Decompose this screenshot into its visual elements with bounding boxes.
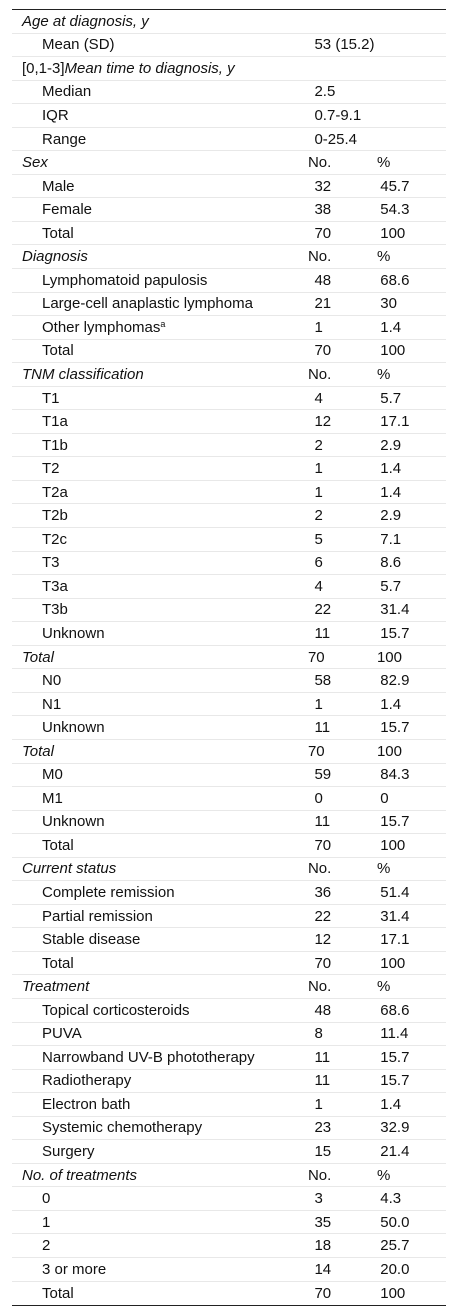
row-value-count: 70 xyxy=(314,954,332,972)
row-label xyxy=(12,248,308,265)
row-label-text: T2 xyxy=(42,460,60,478)
row-label xyxy=(12,790,314,807)
row-label-text: Topical corticosteroids xyxy=(42,1001,190,1019)
row-label-text: Radiotherapy xyxy=(42,1072,132,1090)
row-label-text: Male xyxy=(42,177,75,195)
table-row xyxy=(12,293,446,317)
row-value-count: 11 xyxy=(314,1048,331,1066)
row-label-text: No. of treatments xyxy=(22,1166,138,1184)
row-label xyxy=(12,1072,314,1089)
footnote-marker: a xyxy=(160,318,166,329)
row-label xyxy=(12,1261,314,1278)
row-label-text: IQR xyxy=(42,106,69,124)
row-value-count: 22 xyxy=(314,907,332,925)
row-label xyxy=(12,1049,314,1066)
row-label-text: Complete remission xyxy=(42,884,175,901)
table-section-header xyxy=(12,975,446,999)
table-row xyxy=(12,504,446,528)
row-label xyxy=(12,60,308,77)
row-label xyxy=(12,342,314,359)
row-value-count: 36 xyxy=(314,884,332,901)
table-row xyxy=(12,787,446,811)
row-label-text: Diagnosis xyxy=(22,248,88,266)
row-value-count: 1 xyxy=(314,318,323,336)
row-label xyxy=(12,13,308,30)
table-row xyxy=(12,222,446,246)
row-label xyxy=(12,860,308,877)
row-label xyxy=(12,601,314,618)
row-value-percent: 51.4 xyxy=(380,884,410,901)
row-value-percent: 2.9 xyxy=(380,436,402,454)
row-label-text: Total xyxy=(42,224,74,242)
row-value-count: No. xyxy=(307,248,332,266)
row-label xyxy=(12,743,308,760)
row-label xyxy=(12,1237,314,1254)
table-row xyxy=(12,1093,446,1117)
row-label xyxy=(12,272,314,289)
row-label-text: 1 xyxy=(42,1213,51,1231)
row-value-percent: 100 xyxy=(380,342,406,360)
row-value-count: 6 xyxy=(314,554,323,572)
row-value-percent: 1.4 xyxy=(380,483,402,501)
row-label-text: Age at diagnosis, y xyxy=(22,12,149,30)
row-label xyxy=(12,36,314,53)
row-label xyxy=(12,672,314,689)
row-label xyxy=(12,1025,314,1042)
row-value-percent: 21.4 xyxy=(380,1143,410,1161)
row-label-text: Total xyxy=(22,648,54,666)
row-value-percent: % xyxy=(376,365,391,383)
table-row xyxy=(12,905,446,929)
row-value-percent: 15.7 xyxy=(380,1072,410,1090)
row-value-percent: 15.7 xyxy=(380,719,410,737)
row-label-text: Total xyxy=(22,742,54,760)
row-label-text: N0 xyxy=(42,672,62,690)
row-value-percent: 1.4 xyxy=(380,318,402,336)
row-label-text: Electron bath xyxy=(42,1095,131,1113)
row-label-text: T1a xyxy=(42,413,68,431)
row-value-count: No. xyxy=(307,978,332,996)
row-value-count: 32 xyxy=(314,177,332,195)
row-label xyxy=(12,649,308,666)
row-value-count: 0-25.4 xyxy=(314,130,358,148)
row-value-count: 2 xyxy=(314,436,323,454)
row-value-percent: 1.4 xyxy=(380,460,402,478)
row-value-count: 12 xyxy=(314,413,332,431)
table-row xyxy=(12,952,446,976)
row-value-count: 14 xyxy=(314,1260,332,1278)
row-value-percent: 17.1 xyxy=(380,413,410,431)
row-value-percent: 100 xyxy=(380,224,406,242)
row-label xyxy=(12,884,314,901)
table-row xyxy=(12,481,446,505)
table-row xyxy=(12,128,446,152)
row-value-percent: 8.6 xyxy=(380,554,402,572)
row-label-text: M0 xyxy=(42,766,63,784)
table-section-header xyxy=(12,1164,446,1188)
row-value-count: 0.7-9.1 xyxy=(314,106,362,124)
row-value-count: No. xyxy=(307,1166,332,1184)
row-label-text: Narrowband UV-B phototherapy xyxy=(42,1048,255,1066)
row-value-count: 70 xyxy=(307,742,325,760)
table-section-header xyxy=(12,10,446,34)
row-label-text: Other lymphomas xyxy=(42,318,161,336)
row-label xyxy=(12,719,314,736)
row-label-text: T2a xyxy=(42,483,68,501)
row-label-text: PUVA xyxy=(42,1025,82,1043)
row-label xyxy=(12,554,314,571)
row-value-count: 21 xyxy=(314,295,332,313)
row-label-text: T2c xyxy=(42,530,68,548)
table-section-header xyxy=(12,57,446,81)
table-row xyxy=(12,1117,446,1141)
row-label-text: T3 xyxy=(42,554,60,572)
table-row xyxy=(12,693,446,717)
row-value-count: 53 (15.2) xyxy=(314,36,375,54)
table-row xyxy=(12,316,446,340)
row-value-count: 2.5 xyxy=(314,83,336,101)
row-label xyxy=(12,1119,314,1136)
table-section-header xyxy=(12,740,446,764)
row-value-percent: 100 xyxy=(376,648,402,666)
row-label xyxy=(12,460,314,477)
row-value-count: 70 xyxy=(314,342,332,360)
table-row xyxy=(12,457,446,481)
row-value-count: 4 xyxy=(314,577,323,595)
row-value-percent: 15.7 xyxy=(380,624,410,642)
row-value-count: 1 xyxy=(314,460,323,478)
table-row xyxy=(12,669,446,693)
row-label xyxy=(12,366,308,383)
row-label xyxy=(12,390,314,407)
row-value-count: 70 xyxy=(307,648,325,666)
table-row xyxy=(12,340,446,364)
row-value-count: 48 xyxy=(314,1001,332,1019)
row-label xyxy=(12,931,314,948)
row-value-percent: 7.1 xyxy=(380,530,402,548)
row-label xyxy=(12,1167,308,1184)
row-value-percent: 54.3 xyxy=(380,201,410,219)
row-label-text: Large-cell anaplastic lymphoma xyxy=(42,295,253,313)
row-label-text: Sex xyxy=(22,154,48,172)
table-row xyxy=(12,1187,446,1211)
row-label-text: Treatment xyxy=(22,978,90,996)
row-value-percent: 15.7 xyxy=(380,1048,410,1066)
row-label xyxy=(12,295,314,312)
row-label-prefix: [0,1-3] xyxy=(22,59,65,77)
row-value-percent: 4.3 xyxy=(380,1190,402,1208)
row-value-percent: 50.0 xyxy=(380,1213,410,1231)
row-label xyxy=(12,225,314,242)
table-row xyxy=(12,81,446,105)
row-label-text: 2 xyxy=(42,1237,51,1255)
table-row xyxy=(12,528,446,552)
table-row xyxy=(12,1211,446,1235)
row-value-count: 0 xyxy=(314,789,323,807)
row-value-percent: 31.4 xyxy=(380,907,410,925)
row-label-text: Partial remission xyxy=(42,907,153,925)
row-value-percent: 0 xyxy=(380,789,389,807)
row-label-text: T1b xyxy=(42,436,68,454)
row-value-count: 3 xyxy=(314,1190,323,1208)
row-label-text: 3 or more xyxy=(42,1260,107,1278)
row-label xyxy=(12,319,314,336)
row-label-text: T3a xyxy=(42,577,68,595)
row-label xyxy=(12,578,314,595)
row-label-text: TNM classification xyxy=(22,365,144,383)
row-label xyxy=(12,484,314,501)
row-value-percent: % xyxy=(376,860,391,878)
row-value-percent: % xyxy=(376,1166,391,1184)
row-value-percent: 15.7 xyxy=(380,813,410,831)
row-label-text: Median xyxy=(42,83,92,101)
row-label-text: T2b xyxy=(42,507,68,525)
row-value-count: No. xyxy=(307,860,332,878)
table-row xyxy=(12,1070,446,1094)
row-value-count: 70 xyxy=(314,224,332,242)
data-table xyxy=(12,9,446,1306)
table-section-header xyxy=(12,245,446,269)
table-row xyxy=(12,1023,446,1047)
row-value-count: 11 xyxy=(314,624,331,642)
table-row xyxy=(12,716,446,740)
row-label xyxy=(12,1002,314,1019)
row-value-count: 4 xyxy=(314,389,323,407)
row-label-text: Mean time to diagnosis, y xyxy=(64,59,235,77)
row-value-count: 5 xyxy=(314,530,323,548)
row-value-percent: 100 xyxy=(376,742,402,760)
table-row xyxy=(12,881,446,905)
table-section-header xyxy=(12,858,446,882)
row-label xyxy=(12,978,308,995)
table-row xyxy=(12,599,446,623)
row-value-percent: 31.4 xyxy=(380,601,410,619)
row-value-count: 1 xyxy=(314,1095,323,1113)
row-label xyxy=(12,1190,314,1207)
row-value-percent: 25.7 xyxy=(380,1237,410,1255)
table-row xyxy=(12,999,446,1023)
row-label xyxy=(12,837,314,854)
row-value-percent: 82.9 xyxy=(380,672,410,690)
table-row xyxy=(12,1140,446,1164)
row-label xyxy=(12,625,314,642)
row-value-percent: 100 xyxy=(380,836,406,854)
row-value-count: 12 xyxy=(314,931,332,949)
row-value-count: No. xyxy=(307,154,332,172)
row-label-text: Systemic chemotherapy xyxy=(42,1119,203,1137)
row-value-percent: 5.7 xyxy=(380,389,402,407)
row-value-percent: 11.4 xyxy=(380,1025,409,1043)
row-label-text: Unknown xyxy=(42,813,105,831)
table-section-header xyxy=(12,151,446,175)
row-value-percent: 68.6 xyxy=(380,1001,410,1019)
row-value-count: 11 xyxy=(314,719,331,737)
row-label xyxy=(12,1143,314,1160)
table-row xyxy=(12,410,446,434)
row-label-text: Lymphomatoid papulosis xyxy=(42,271,208,289)
row-label xyxy=(12,1285,314,1302)
row-label-text: Range xyxy=(42,130,87,148)
table-row xyxy=(12,104,446,128)
row-label xyxy=(12,696,314,713)
row-value-count: 59 xyxy=(314,766,332,784)
row-value-percent: 32.9 xyxy=(380,1119,410,1137)
row-label-text: N1 xyxy=(42,695,62,713)
row-label-text: 0 xyxy=(42,1190,51,1208)
table-row xyxy=(12,834,446,858)
table-row xyxy=(12,198,446,222)
row-value-percent: 1.4 xyxy=(380,695,402,713)
table-section-header xyxy=(12,363,446,387)
table-row xyxy=(12,622,446,646)
row-value-count: 35 xyxy=(314,1213,332,1231)
row-value-count: 2 xyxy=(314,507,323,525)
table-row xyxy=(12,811,446,835)
row-label-text: Total xyxy=(42,836,74,854)
row-label xyxy=(12,531,314,548)
row-value-count: 8 xyxy=(314,1025,323,1043)
row-value-count: 23 xyxy=(314,1119,332,1137)
row-label xyxy=(12,507,314,524)
row-label xyxy=(12,107,314,124)
row-label-text: T3b xyxy=(42,601,68,619)
row-label xyxy=(12,1096,314,1113)
row-label-text: Total xyxy=(42,342,74,360)
row-value-count: 48 xyxy=(314,271,332,289)
table-row xyxy=(12,387,446,411)
row-value-percent: 45.7 xyxy=(380,177,410,195)
row-label xyxy=(12,908,314,925)
row-label-text: T1 xyxy=(42,389,60,407)
row-label-text: Surgery xyxy=(42,1143,95,1161)
table-row xyxy=(12,175,446,199)
row-value-count: 11 xyxy=(314,813,331,831)
row-value-count: 15 xyxy=(314,1143,332,1161)
row-label xyxy=(12,1214,314,1231)
table-row xyxy=(12,34,446,58)
table-section-header xyxy=(12,646,446,670)
row-label xyxy=(12,178,314,195)
table-row xyxy=(12,269,446,293)
table-row xyxy=(12,552,446,576)
row-label-text: Mean (SD) xyxy=(42,36,115,54)
row-value-percent: % xyxy=(376,154,391,172)
row-label-text: Female xyxy=(42,201,93,219)
row-label xyxy=(12,201,314,218)
table-row xyxy=(12,1046,446,1070)
row-label-text: Total xyxy=(42,954,74,972)
row-label xyxy=(12,83,314,100)
row-value-count: 1 xyxy=(314,483,323,501)
table-row xyxy=(12,1258,446,1282)
table-row xyxy=(12,764,446,788)
row-label-text: M1 xyxy=(42,789,63,807)
row-label-text: Current status xyxy=(22,860,117,878)
row-label xyxy=(12,413,314,430)
row-label-text: Unknown xyxy=(42,624,105,642)
table-row xyxy=(12,1282,446,1306)
table-row xyxy=(12,928,446,952)
table-row xyxy=(12,1234,446,1258)
row-value-count: 1 xyxy=(314,695,323,713)
row-value-count: 58 xyxy=(314,672,332,690)
row-label-text: Stable disease xyxy=(42,931,141,949)
row-label xyxy=(12,766,314,783)
row-value-percent: 1.4 xyxy=(380,1095,402,1113)
row-value-count: 38 xyxy=(314,201,332,219)
row-value-count: 22 xyxy=(314,601,332,619)
row-label-text: Unknown xyxy=(42,719,105,737)
row-value-percent: 17.1 xyxy=(380,931,410,949)
row-value-percent: % xyxy=(376,248,391,266)
row-value-percent: 68.6 xyxy=(380,271,410,289)
row-value-count: 18 xyxy=(314,1237,332,1255)
row-value-count: No. xyxy=(307,365,332,383)
row-value-percent: 100 xyxy=(380,1284,406,1302)
row-value-count: 70 xyxy=(314,836,332,854)
row-label xyxy=(12,131,314,148)
row-value-percent: % xyxy=(376,978,391,996)
row-value-count: 70 xyxy=(314,1284,332,1302)
row-value-percent: 20.0 xyxy=(380,1260,410,1278)
row-label xyxy=(12,955,314,972)
row-label xyxy=(12,437,314,454)
row-label xyxy=(12,813,314,830)
row-value-percent: 84.3 xyxy=(380,766,410,784)
row-label xyxy=(12,154,308,171)
table-row xyxy=(12,434,446,458)
row-value-percent: 100 xyxy=(380,954,406,972)
row-value-percent: 30 xyxy=(380,295,397,313)
row-value-percent: 2.9 xyxy=(380,507,402,525)
row-label-text: Total xyxy=(42,1284,74,1302)
table-row xyxy=(12,575,446,599)
row-value-percent: 5.7 xyxy=(380,577,402,595)
row-value-count: 11 xyxy=(314,1072,331,1090)
